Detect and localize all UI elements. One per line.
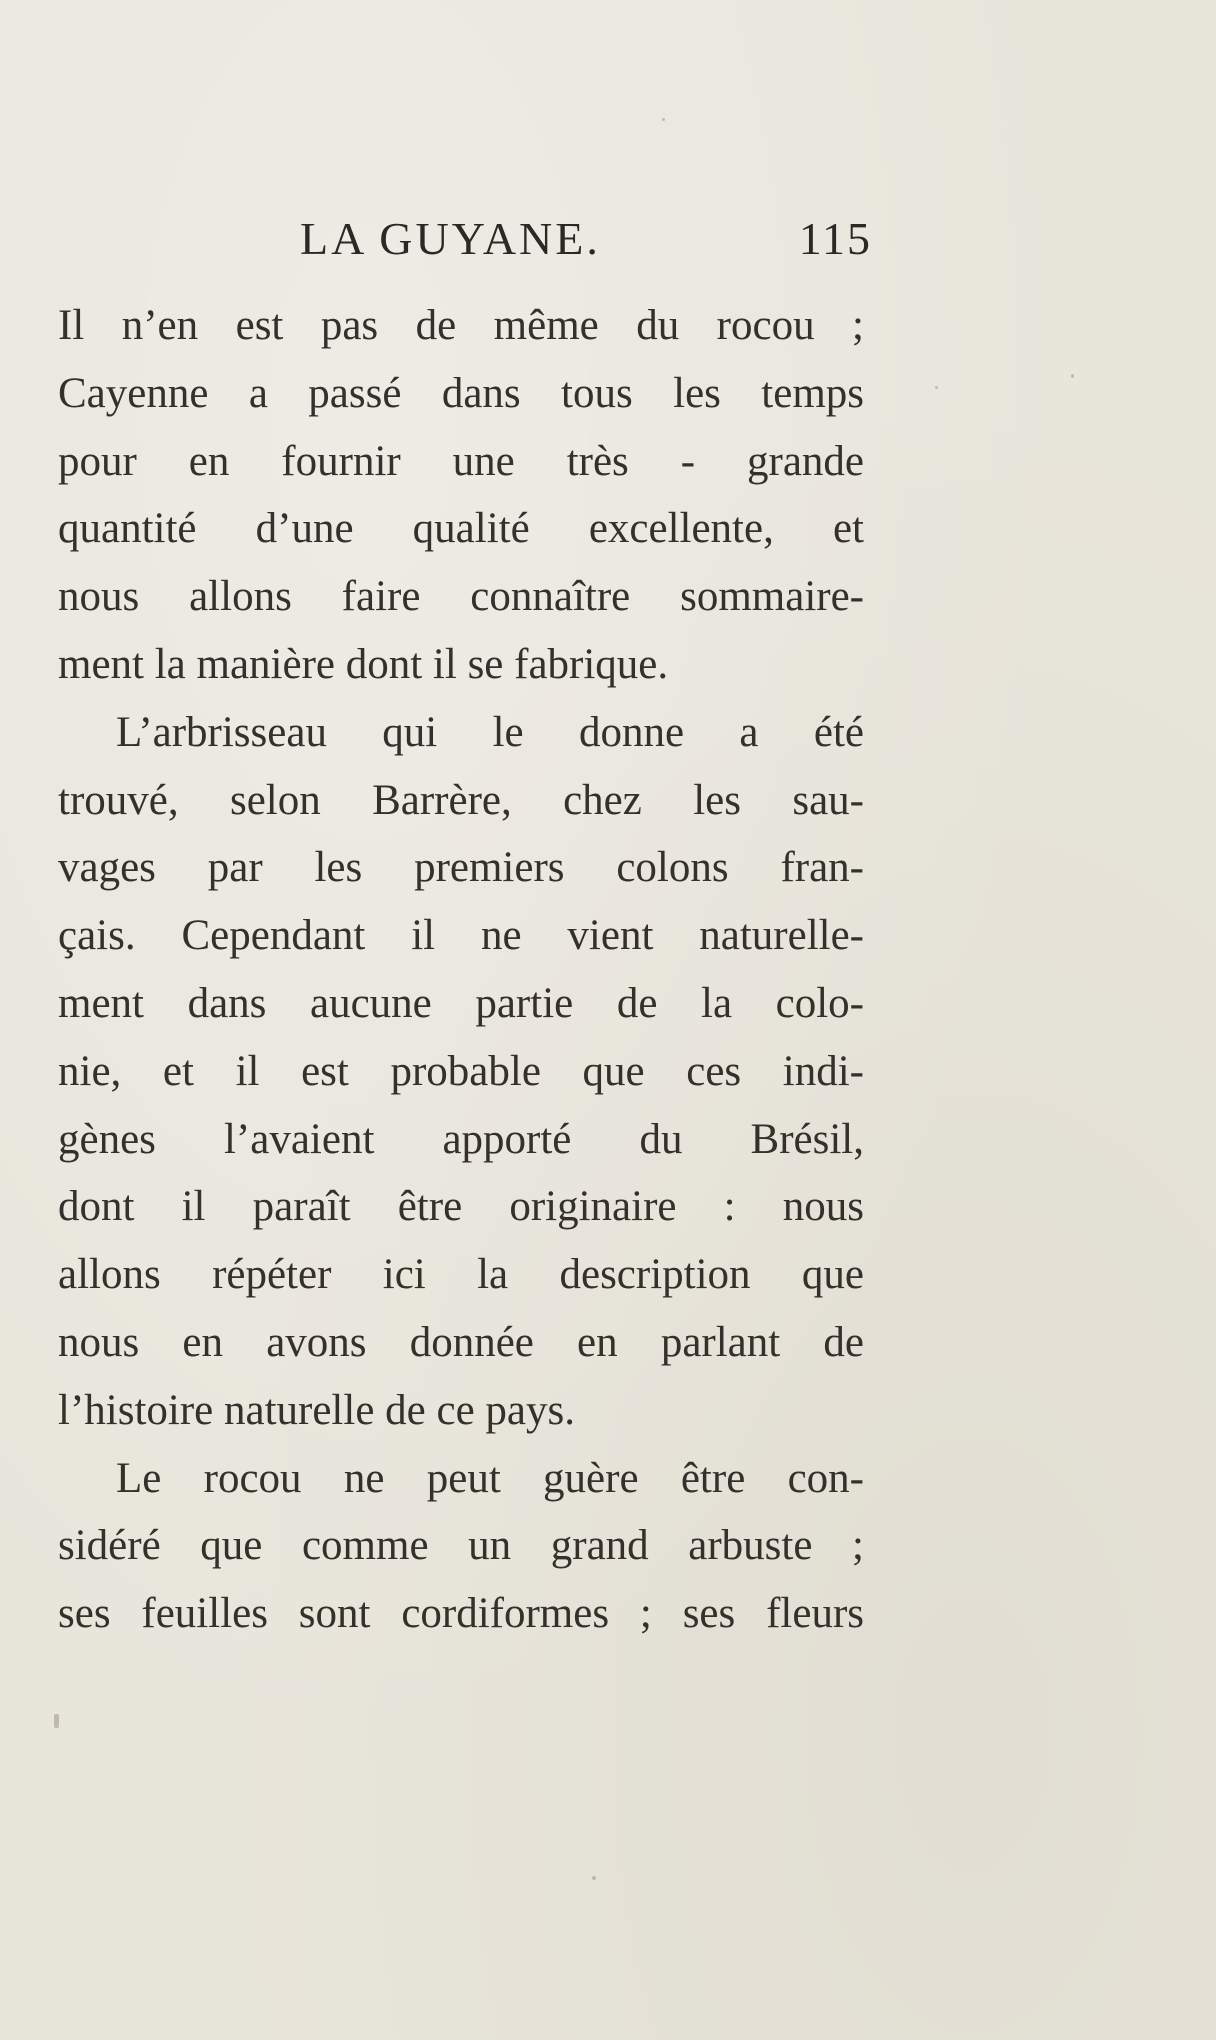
text-line: quantité d’une qualité excellente, et [58, 505, 864, 553]
text-line: L’arbrisseau qui le donne a été [116, 708, 864, 756]
text-line: allons répéter ici la description que [58, 1251, 864, 1299]
text-line: nie, et il est probable que ces indi- [58, 1047, 864, 1095]
paper-speck [662, 118, 665, 121]
text-line: ses feuilles sont cordiformes ; ses fleurs [58, 1590, 864, 1638]
page-number: 115 [798, 213, 872, 264]
text-line: ment la manière dont il se fabrique. [58, 640, 669, 688]
text-line: çais. Cependant il ne vient naturelle- [58, 912, 864, 960]
text-line: vages par les premiers colons fran- [58, 844, 864, 892]
text-line: ment dans aucune partie de la colo- [58, 979, 864, 1027]
text-line: nous allons faire connaître sommaire- [58, 573, 864, 621]
text-line: l’histoire naturelle de ce pays. [58, 1386, 575, 1434]
page-header [290, 212, 872, 272]
paper-speck [935, 386, 938, 389]
text-line: Le rocou ne peut guère être con- [116, 1454, 864, 1502]
text-line: nous en avons donnée en parlant de [58, 1318, 864, 1366]
paper-speck [592, 1876, 596, 1880]
text-line: Il n’en est pas de même du rocou ; [58, 302, 864, 349]
text-line: gènes l’avaient apporté du Brésil, [58, 1115, 864, 1163]
text-line: Cayenne a passé dans tous les temps [58, 369, 864, 417]
text-line: sidéré que comme un grand arbuste ; [58, 1522, 864, 1570]
text-line: trouvé, selon Barrère, chez les sau- [58, 776, 864, 824]
paper-speck [54, 1714, 59, 1728]
paper-speck [1071, 374, 1074, 378]
body-text [58, 292, 864, 1648]
running-title: LA GUYANE. [300, 213, 601, 264]
text-line: dont il paraît être originaire : nous [58, 1183, 864, 1231]
text-line: pour en fournir une très - grande [58, 437, 864, 485]
